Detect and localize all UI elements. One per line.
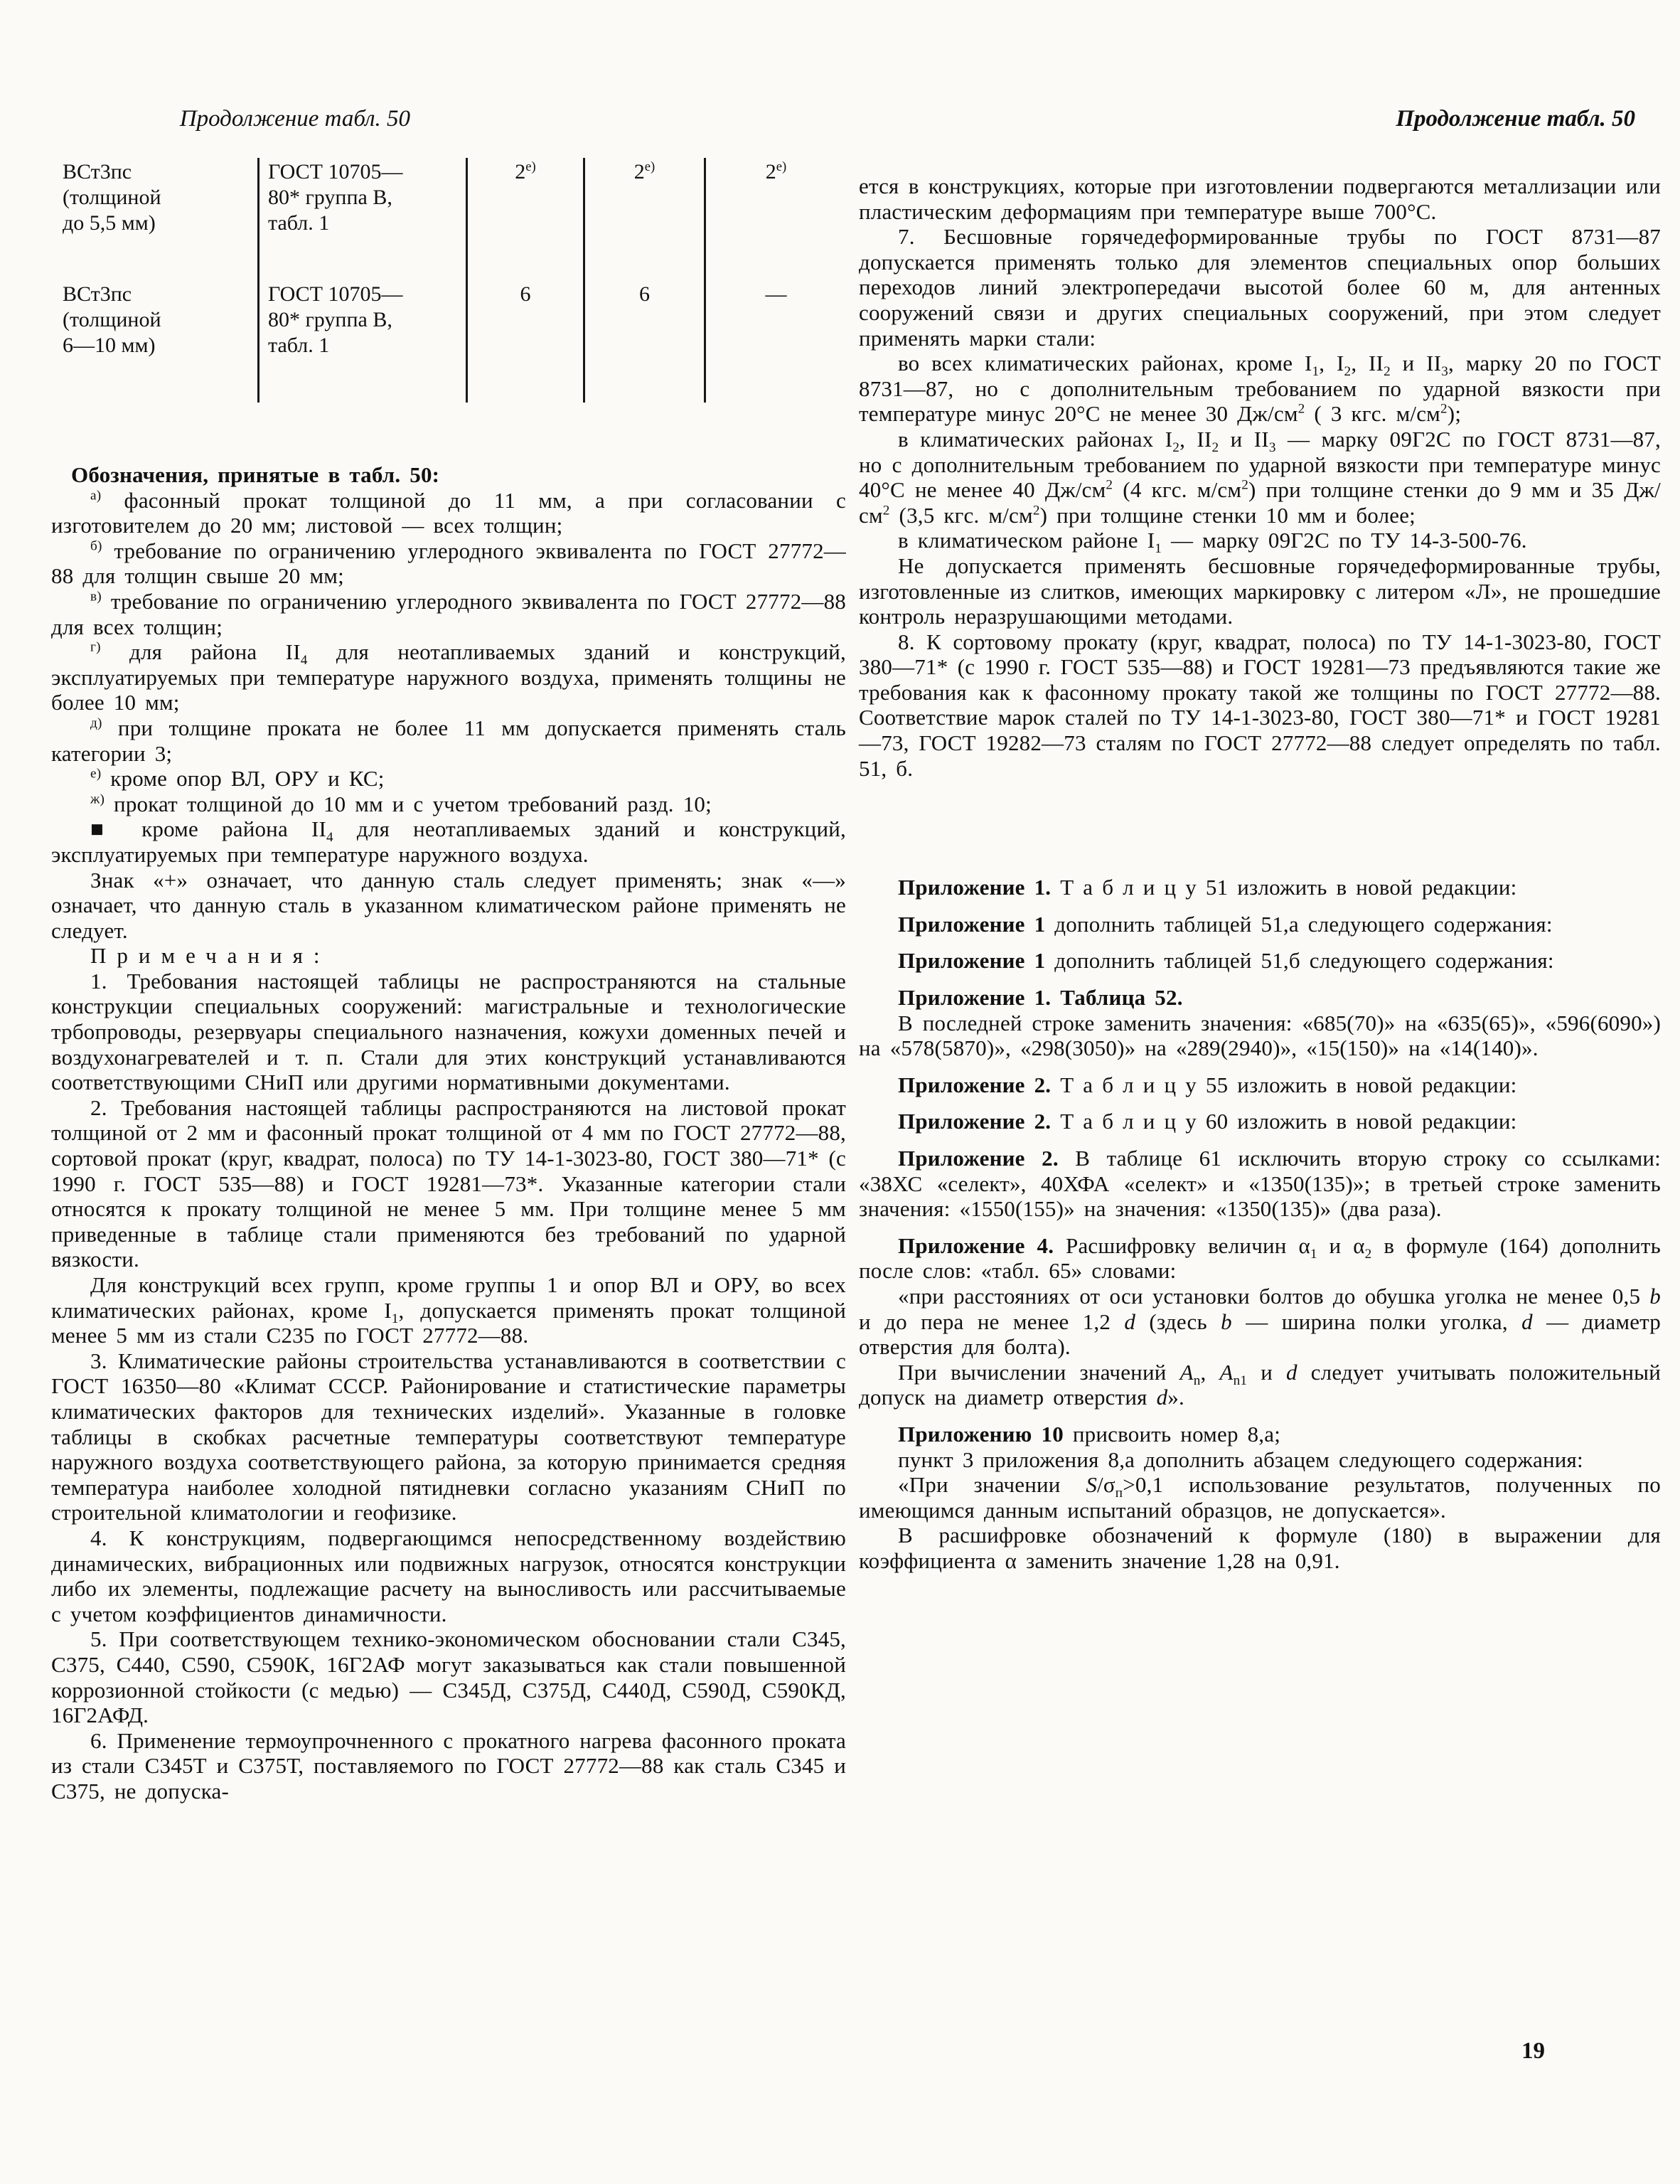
paragraph-lead: Приложение 1. Таблица 52. — [898, 985, 1183, 1011]
note-1: 1. Требования настоящей таблицы не распространяются на стальные конструкции специальных сооружений: магистральные и технологические трбопроводы, резервуары специального назначения, кожухи доменных печей и воздухонагревателей и т. п. Стали для этих конструкций устанавливаются соответствующими СНиП или другими нормативными документами. — [51, 968, 846, 1095]
note-8: 8. К сортовому прокату (круг, квадрат, полоса) по ТУ 14-1-3023-80, ГОСТ 380—71* (с 1990 г. ГОСТ 535—88) и ГОСТ 19281—73 предъявляются такие же требования как к фасонному прокату такой же толщины по ГОСТ 27772—88. Соответствие марок сталей по ТУ 14-1-3023-80, ГОСТ 380—71* и ГОСТ 19281—73, ГОСТ 19282—73 сталям по ГОСТ 27772—88 следует определять по табл. 51, б. — [859, 629, 1661, 781]
cell-value-3: $2^{е)}$ — [704, 158, 846, 280]
note-7-a: во всех климатических районах, кроме $I_1$, $I_2$, $II_2$ и $II_3$, марку 20 по ГОСТ 8731—87, но с дополнительным требованием по ударной вязкости при температуре минус 20°С не менее 30 $Дж/см^2$ ( 3 кгс. $м/см^2$); — [859, 351, 1661, 427]
note-5: 5. При соответствующем технико-экономическом обосновании стали С345, С375, С440, С590, С590К, 16Г2АФ могут заказываться как стали повышенной коррозионной стойкости (с медью) — С345Д, С375Д, С440Д, С590Д, С590КД, 16Г2АФД. — [51, 1626, 846, 1728]
footnote-a: $^{а)}$ фасонный прокат толщиной до 11 мм, а при согласовании с изготовителем до 20 мм; листовой — всех толщин; — [51, 487, 846, 538]
note-6: 6. Применение термоупрочненного с прокатного нагрева фасонного проката из стали С345Т и С375Т, поставляемого по ГОСТ 27772—88 как сталь С345 и С375, не допуска- — [51, 1727, 846, 1804]
footnote-b: $^{б)}$ требование по ограничению углеродного эквивалента по ГОСТ 27772—88 для толщин свыше 20 мм; — [51, 538, 846, 589]
appendix-2-table-61: Приложение 2. В таблице 61 исключить вторую строку со ссылками: «38ХС «селект», 40ХФА «селект» и «1350(135)»; в третьей строке заменить значения: «1550(155)» на значения: «1350(135)» (два раза). — [859, 1146, 1661, 1222]
table-row — [51, 158, 846, 280]
paragraph-lead: Приложению 10 — [898, 1421, 1064, 1447]
appendix-2-table-55: Приложение 2. Т а б л и ц у 55 изложить в новой редакции: — [898, 1072, 1517, 1097]
left-column-text — [51, 462, 846, 1804]
paragraph-lead: Приложение 1 — [898, 911, 1046, 937]
note-7-b: в климатических районах $I_2$, $II_2$ и $II_3$ — марку 09Г2С по ГОСТ 8731—87, но с дополнительным требованием по ударной вязкости при температуре минус 40°С не менее 40 $Дж/см^2$ (4 кгс. $м/см^2$) при толщине стенки до 9 мм и 35 $Дж/см^2$ (3,5 кгс. $м/см^2$) при толщине стенки 10 мм и более; — [859, 426, 1661, 528]
footnote-g: $^{г)}$ для района $II_4$ для неотапливаемых зданий и конструкций, эксплуатируемых при температуре наружного воздуха, применять толщины не более 10 мм; — [51, 639, 846, 715]
appendix-1-table-52 — [859, 985, 1661, 1011]
appendix-1-table-51a: Приложение 1 дополнить таблицей 51,а следующего содержания: — [898, 911, 1553, 937]
cell-value-2: 6 — [583, 280, 704, 403]
cell-value-1: $2^{е)}$ — [466, 158, 583, 280]
note-4: 4. К конструкциям, подвергающимся непосредственному воздействию динамических, вибрационных или подвижных нагрузок, относятся конструкции либо их элементы, подлежащие расчету на выносливость или рассчитываемые с учетом коэффициентов динамичности. — [51, 1525, 846, 1626]
paragraph-lead: Приложение 2. — [898, 1072, 1052, 1097]
appendix-4-quote-cont: При вычислении значений $А_n$, $А_{n1}$ и d следует учитывать положительный допуск на диаметр отверстия d». — [859, 1359, 1662, 1410]
footnote-v: $^{в)}$ требование по ограничению углеродного эквивалента по ГОСТ 27772—88 для всех толщин; — [51, 588, 846, 639]
note-7-c: в климатическом районе $I_1$ — марку 09Г2С по ТУ 14-3-500-76. — [898, 528, 1527, 557]
appendix-2-table-60: Приложение 2. Т а б л и ц у 60 изложить в новой редакции: — [898, 1109, 1517, 1134]
appendix-1-table-51: Приложение 1. Т а б л и ц у 51 изложить в новой редакции: — [898, 875, 1517, 900]
cell-value-3: — — [704, 280, 846, 403]
appendix-1-table-51b: Приложение 1 дополнить таблицей 51,б следующего содержания: — [898, 948, 1554, 974]
continuation-header-left: Продолжение табл. 50 — [179, 106, 410, 132]
appendix-4: Приложение 4. Расшифровку величин $\alpha_1$ и $\alpha_2$ в формуле (164) дополнить после слов: «табл. 65» словами: — [859, 1232, 1661, 1284]
note-7: 7. Бесшовные горячедеформированные трубы по ГОСТ 8731—87 допускается применять только для элементов специальных опор больших переходов линий электропередачи высотой более 60 м, для антенных сооружений связи и других специальных сооружений, при этом следует применять марки стали: — [859, 224, 1661, 351]
left-column — [51, 104, 846, 1804]
footnote-zh: $^{ж)}$ прокат толщиной до 10 мм и с учетом требований разд. 10; — [90, 791, 712, 816]
paragraph-lead: Приложение 1. — [898, 875, 1052, 900]
right-column — [859, 104, 1661, 1574]
sign-explanation: Знак «+» означает, что данную сталь следует применять; знак «—» означает, что данную сталь в указанном климатическом районе применять не следует. — [51, 867, 846, 943]
cell-steel-grade: ВСт3пс (толщиной 6—10 мм) — [63, 282, 161, 357]
cell-standard: ГОСТ 10705— 80* группа В, табл. 1 — [257, 158, 466, 280]
footnote-square: ■ кроме района $II_4$ для неотапливаемых зданий и конструкций, эксплуатируемых при температуре наружного воздуха. — [51, 816, 846, 867]
page-number: 19 — [1521, 2038, 1545, 2064]
note-6-continuation: ется в конструкциях, которые при изготовлении подвергаются металлизации или пластическим деформациям при температуре выше 700°С. — [859, 174, 1661, 224]
paragraph-lead: Приложение 2. — [898, 1146, 1059, 1171]
note-7-d: Не допускается применять бесшовные горячедеформированные трубы, изготовленные из слитков, имеющих маркировку с литером «Л», не прошедшие контроль неразрушающими методами. — [859, 553, 1661, 629]
continuation-header-right: Продолжение табл. 50 — [1396, 106, 1635, 132]
note-2: 2. Требования настоящей таблицы распространяются на листовой прокат толщиной от 2 мм и фасонный прокат толщиной от 4 мм по ГОСТ 27772—88, сортовой прокат (круг, квадрат, полоса) по ТУ 14-1-3023-80, ГОСТ 380—71* (с 1990 г. ГОСТ 535—88) и ГОСТ 19281—73*. Указанные категории стали относятся к прокату толщиной не менее 5 мм. При толщине менее 5 мм приведенные в таблице стали применяются без требований по ударной вязкости. — [51, 1094, 846, 1272]
paragraph-lead: Приложение 2. — [898, 1109, 1052, 1134]
appendix-1-table-52-text: В последней строке заменить значения: «685(70)» на «635(65)», «596(6090») на «578(5870)», «298(3050)» на «289(2940)», «15(150)» на «14(140)». — [859, 1010, 1661, 1061]
appendix-10: Приложению 10 присвоить номер 8,а; — [898, 1421, 1281, 1447]
cell-value-2: $2^{е)}$ — [583, 158, 704, 280]
paragraph-lead: Приложение 4. — [898, 1232, 1054, 1258]
cell-value-1: 6 — [466, 280, 583, 403]
notes-heading: Примечания: — [90, 943, 331, 969]
footnote-e: $^{е)}$ кроме опор ВЛ, ОРУ и КС; — [90, 766, 385, 792]
formula-180-note: В расшифровке обозначений к формуле (180) в выражении для коэффициента α заменить значение 1,28 на 0,91. — [859, 1523, 1661, 1573]
paragraph-lead: Приложение 1 — [898, 948, 1046, 974]
cell-standard: ГОСТ 10705— 80* группа В, табл. 1 — [257, 280, 466, 403]
footnote-d: $^{д)}$ при толщине проката не более 11 мм допускается применять сталь категории 3; — [51, 715, 846, 766]
cell-steel-grade: ВСт3пс (толщиной до 5,5 мм) — [63, 160, 161, 235]
steel-grades-table — [51, 158, 846, 403]
appendix-10-item-3: пункт 3 приложения 8,а дополнить абзацем следующего содержания: — [898, 1447, 1583, 1472]
appendix-4-quote: «при расстояниях от оси установки болтов до обушка уголка не менее 0,5 b и до пера не менее 1,2 d (здесь b — ширина полки уголка, d — диаметр отверстия для болта). — [859, 1283, 1661, 1360]
appendix-10-quote: «При значении $S/\sigma_п>0,1$ использование результатов, полученных по имеющимся данным испытаний образцов, не допускается». — [859, 1472, 1661, 1523]
table-row — [51, 280, 846, 403]
note-2-cont: Для конструкций всех групп, кроме группы 1 и опор ВЛ и ОРУ, во всех климатических районах, кроме $I_1$, допускается применять прокат толщиной менее 5 мм из стали С235 по ГОСТ 27772—88. — [51, 1272, 846, 1348]
note-3: 3. Климатические районы строительства устанавливаются в соответствии с ГОСТ 16350—80 «Климат СССР. Районирование и статистические параметры климатических факторов для технических изделий». Указанные в головке таблицы в скобках расчетные температуры соответствуют температуре наружного воздуха соответствующего района, за которую принимается средняя температура наиболее холодной пятидневки согласно указаниям СНиП по строительной климатологии и геофизике. — [51, 1348, 846, 1525]
right-column-text — [859, 174, 1661, 1574]
notation-heading: Обозначения, принятые в табл. 50: — [71, 462, 440, 487]
